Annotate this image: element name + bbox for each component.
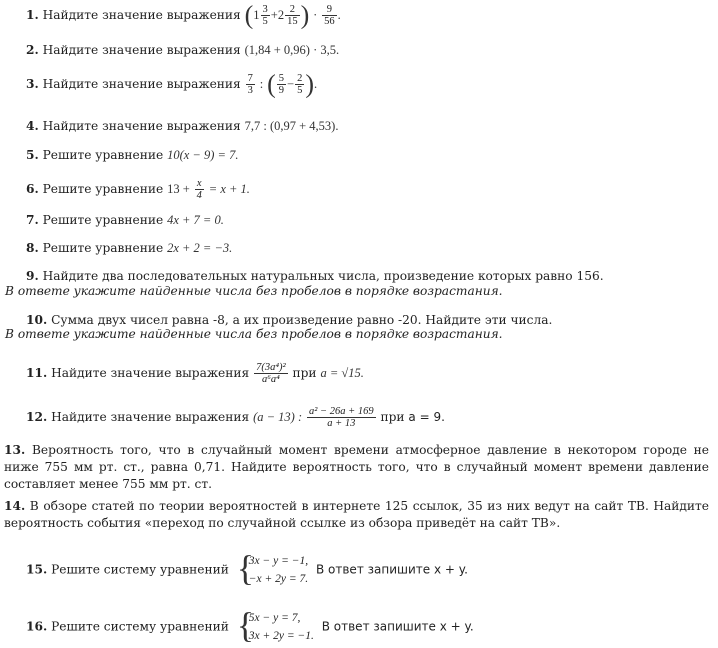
- task-number: 8.: [26, 241, 39, 255]
- task-number: 14.: [4, 499, 26, 513]
- expression: 2x + 2 = −3.: [167, 241, 233, 255]
- task-4: [26, 118, 338, 134]
- fraction: $\frac{5}{9}$: [278, 73, 284, 96]
- task-number: 11.: [26, 366, 48, 380]
- condition-word: при: [292, 366, 317, 380]
- task-label: Найдите значение выражения: [51, 366, 250, 380]
- task-text: Сумма двух чисел равна -8, а их произведение равно -20. Найдите эти числа.: [51, 313, 553, 327]
- task-number: 12.: [26, 410, 48, 424]
- fraction: $\frac{9}{56}$: [324, 4, 335, 27]
- expression: 10(x − 9) = 7.: [167, 148, 239, 162]
- fraction: $\frac{\text{7(3a⁴)²}}{\text{a⁶a⁴}}$: [256, 362, 286, 385]
- fraction: $\frac{\text{a² − 26a + 169}}{a + 13}$: [309, 406, 374, 429]
- task-number: 6.: [26, 182, 39, 196]
- condition: a = 9.: [408, 410, 445, 424]
- task-label: Решите уравнение: [42, 241, 164, 255]
- task-8: [26, 240, 232, 256]
- task-label: Решите уравнение: [42, 213, 164, 227]
- task-6: [26, 178, 250, 201]
- task-number: 15.: [26, 562, 48, 577]
- task-label: Решите уравнение: [42, 182, 164, 196]
- operator: −: [287, 77, 295, 91]
- whole-part: 1: [253, 8, 260, 22]
- task-number: 16.: [26, 619, 48, 634]
- task-label: Решите систему уравнений: [51, 562, 229, 577]
- task-3: [26, 69, 318, 99]
- task-14: [4, 498, 709, 532]
- expression: (1,84 + 0,96) · 3,5.: [244, 43, 340, 57]
- paren-close: ): [305, 69, 314, 99]
- task-label: Найдите значение выражения: [42, 119, 241, 133]
- task-text: Найдите два последовательных натуральных числа, произведение которых равно 156.: [42, 269, 604, 283]
- task-12: [26, 406, 445, 429]
- task-label: Найдите значение выражения: [51, 410, 250, 424]
- expression: = x + 1.: [208, 182, 250, 196]
- task-number: 2.: [26, 43, 39, 57]
- expression: 13 +: [167, 182, 190, 196]
- fraction: $\frac{3}{5}$: [262, 4, 268, 27]
- task-label: Найдите значение выражения: [42, 8, 241, 22]
- paren-close: ): [300, 0, 310, 30]
- operator: +: [270, 8, 278, 22]
- task-number: 13.: [4, 443, 26, 457]
- period: .: [337, 8, 341, 22]
- task-number: 7.: [26, 213, 39, 227]
- expression: 7,7 : (0,97 + 4,53).: [244, 119, 339, 133]
- task-number: 1.: [26, 8, 39, 22]
- task-text: Вероятность того, что в случайный момент времени атмосферное давление в некотором городе не ниже 755 мм рт. ст., равна 0,71. Найдите вероятность того, что в случайный момент времени давление составляет менее 755 мм рт. ст.: [4, 443, 710, 491]
- task-16: [26, 605, 474, 645]
- task-number: 4.: [26, 119, 39, 133]
- task-7: [26, 212, 224, 228]
- task-label: Решите уравнение: [42, 148, 164, 162]
- paren-open: (: [244, 0, 254, 30]
- operator: ·: [313, 8, 318, 22]
- expression: (a − 13) :: [253, 410, 303, 424]
- answer-note: В ответе укажите найденные числа без пробелов в порядке возрастания.: [5, 327, 503, 341]
- task-2: [26, 42, 339, 58]
- expression: 4x + 7 = 0.: [167, 213, 224, 227]
- brace-icon: {: [236, 548, 255, 588]
- fraction: $\frac{x}{4}$: [196, 178, 202, 201]
- condition: a = √15.: [320, 366, 364, 380]
- answer-instruction: В ответ запишите x + y.: [321, 619, 474, 634]
- task-5: [26, 147, 238, 163]
- fraction: $\frac{2}{5}$: [297, 73, 303, 96]
- operator: :: [259, 77, 264, 91]
- answer-note: В ответе укажите найденные числа без пробелов в порядке возрастания.: [5, 284, 503, 298]
- task-15: [26, 548, 468, 588]
- fraction: $\frac{7}{3}$: [247, 73, 253, 96]
- brace-icon: {: [236, 605, 255, 645]
- task-text: В обзоре статей по теории вероятностей в интернете 125 ссылок, 35 из них ведут на сайт ТВ. Найдите вероятность события «переход по случайной ссылке из обзора приведёт на сайт ТВ».: [4, 499, 710, 530]
- equation-system: { 3x − y = −1, −x + 2y = 7.: [236, 548, 309, 588]
- task-label: Решите систему уравнений: [51, 619, 229, 634]
- task-label: Найдите значение выражения: [42, 77, 241, 91]
- task-number: 5.: [26, 148, 39, 162]
- equation-system: { 5x − y = 7, 3x + 2y = −1.: [236, 605, 314, 645]
- task-9: [26, 268, 604, 284]
- fraction: $\frac{2}{15}$: [287, 4, 298, 27]
- task-number: 3.: [26, 77, 39, 91]
- task-1: [26, 0, 341, 30]
- whole-part: 2: [277, 8, 285, 22]
- condition-word: при: [380, 410, 405, 424]
- paren-open: (: [267, 69, 276, 99]
- period: .: [313, 77, 318, 91]
- task-13: [4, 442, 709, 493]
- task-11: [26, 362, 364, 385]
- task-number: 9.: [26, 269, 39, 283]
- task-label: Найдите значение выражения: [42, 43, 241, 57]
- task-number: 10.: [26, 313, 48, 327]
- answer-instruction: В ответ запишите x + y.: [315, 562, 468, 577]
